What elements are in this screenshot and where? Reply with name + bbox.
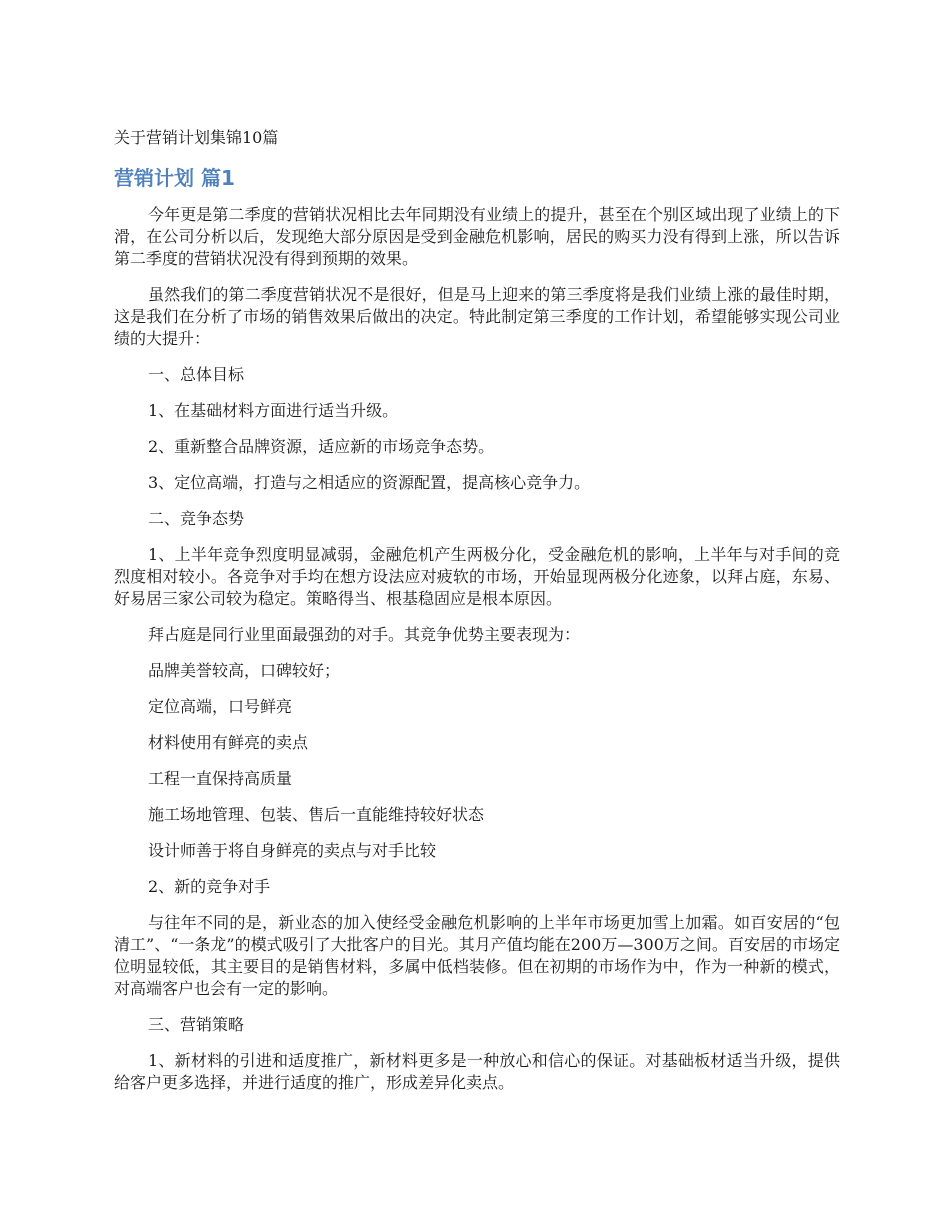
paragraph: 1、上半年竞争烈度明显减弱，金融危机产生两极分化，受金融危机的影响，上半年与对手间的竞烈度相对较小。各竞争对手均在想方设法应对疲软的市场，开始显现两极分化迹象，以拜占庭，东易、好易居三家公司较为稳定。策略得当、根基稳固应是根本原因。 xyxy=(114,545,840,608)
list-item: 施工场地管理、包装、售后一直能维持较好状态 xyxy=(148,805,485,824)
document-body xyxy=(114,204,840,1108)
list-item: 材料使用有鲜亮的卖点 xyxy=(148,733,309,752)
paragraph: 虽然我们的第二季度营销状况不是很好，但是马上迎来的第三季度将是我们业绩上涨的最佳时期，这是我们在分析了市场的销售效果后做出的决定。特此制定第三季度的工作计划，希望能够实现公司业绩的大提升： xyxy=(114,285,840,348)
paragraph: 今年更是第二季度的营销状况相比去年同期没有业绩上的提升，甚至在个别区域出现了业绩上的下滑，在公司分析以后，发现绝大部分原因是受到金融危机影响，居民的购买力没有得到上涨，所以告诉第二季度的营销状况没有得到预期的效果。 xyxy=(114,205,840,268)
outline-heading: 一、总体目标 xyxy=(148,365,245,384)
outline-heading: 2、新的竞争对手 xyxy=(148,877,271,896)
outline-heading: 三、营销策略 xyxy=(148,1015,245,1034)
outline-heading: 二、竞争态势 xyxy=(148,509,245,528)
list-item: 2、重新整合品牌资源，适应新的市场竞争态势。 xyxy=(148,437,495,456)
list-item: 工程一直保持高质量 xyxy=(148,769,293,788)
list-item: 定位高端，口号鲜亮 xyxy=(148,697,293,716)
document-title: 关于营销计划集锦10篇 xyxy=(114,128,279,147)
paragraph: 拜占庭是同行业里面最强劲的对手。其竞争优势主要表现为： xyxy=(148,625,581,644)
paragraph: 1、新材料的引进和适度推广，新材料更多是一种放心和信心的保证。对基础板材适当升级，提供给客户更多选择，并进行适度的推广，形成差异化卖点。 xyxy=(114,1051,840,1092)
paragraph: 与往年不同的是，新业态的加入使经受金融危机影响的上半年市场更加雪上加霜。如百安居的“包清工”、“一条龙”的模式吸引了大批客户的目光。其月产值均能在200万—300万之间。百安居的市场定位明显较低，其主要目的是销售材料，多属中低档装修。但在初期的市场作为中，作为一种新的模式，对高端客户也会有一定的影响。 xyxy=(114,913,840,998)
list-item: 3、定位高端，打造与之相适应的资源配置，提高核心竞争力。 xyxy=(148,473,591,492)
section-heading: 营销计划 篇1 xyxy=(114,166,235,190)
list-item: 设计师善于将自身鲜亮的卖点与对手比较 xyxy=(148,841,437,860)
list-item: 品牌美誉较高，口碑较好； xyxy=(148,661,341,680)
list-item: 1、在基础材料方面进行适当升级。 xyxy=(148,401,399,420)
